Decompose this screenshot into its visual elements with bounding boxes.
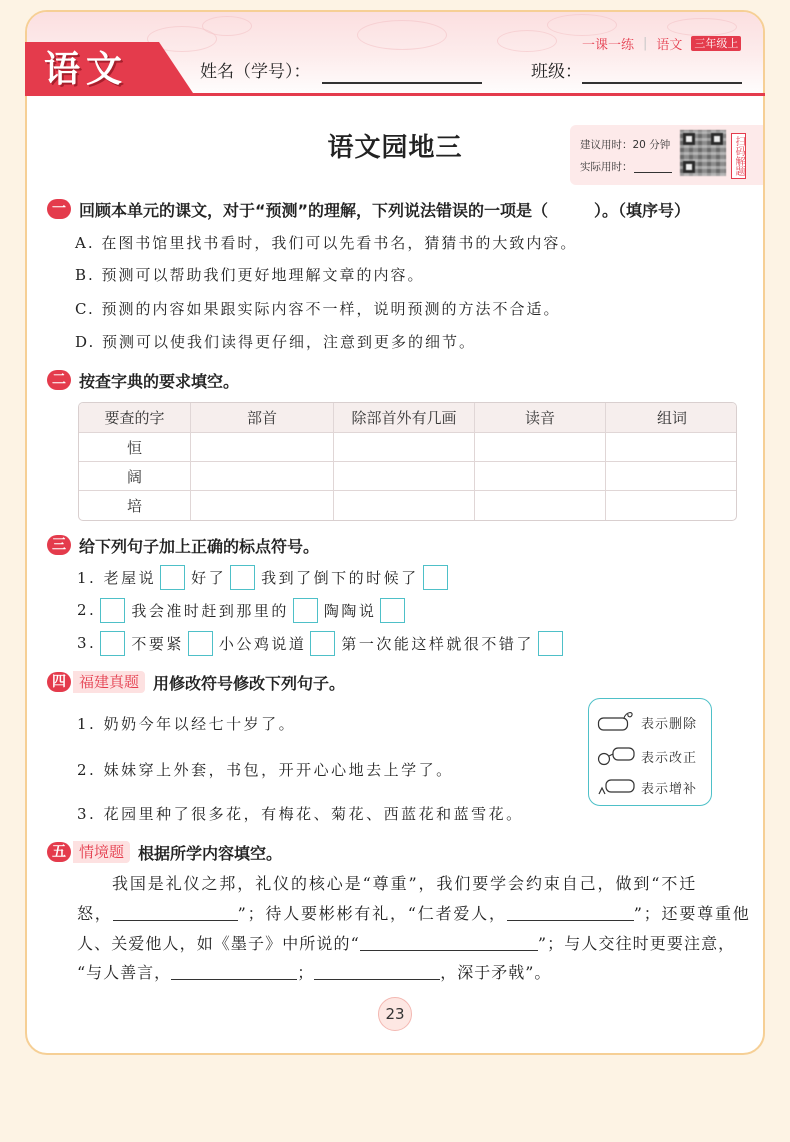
punctuation-box[interactable] [188, 631, 213, 656]
name-label: 姓名（学号）： [200, 62, 311, 82]
punctuation-box[interactable] [538, 631, 563, 656]
qr-finder-mark [683, 133, 695, 145]
series-name: 一课一练 [582, 37, 635, 53]
question-prompt: 用修改符号修改下列句子。 [153, 673, 346, 693]
table-answer-cell[interactable] [606, 462, 737, 491]
table-answer-cell[interactable] [606, 491, 737, 520]
question-source-tag: 福建真题 [73, 671, 145, 693]
question-2-header [47, 369, 239, 391]
passage-text: 人、关爱他人，如《墨子》中所说的“ [77, 934, 360, 953]
punctuation-line-2 [77, 597, 411, 623]
question-number-badge: 五 [47, 842, 71, 862]
table-row [79, 462, 737, 491]
table-header-row [79, 403, 737, 433]
punctuation-box[interactable] [100, 631, 125, 656]
passage-text: ； [297, 963, 315, 982]
fill-in-blank[interactable] [314, 962, 440, 980]
table-answer-cell[interactable] [191, 491, 334, 520]
revision-sentence-1: 1. 奶奶今年以经七十岁了。 [77, 715, 297, 733]
option-d: D. 预测可以使我们读得更仔细，注意到更多的细节。 [75, 333, 477, 351]
actual-time-field[interactable] [634, 172, 672, 173]
table-answer-cell[interactable] [191, 433, 334, 462]
table-answer-cell[interactable] [334, 491, 475, 520]
option-a: A. 在图书馆里找书看时，我们可以先看书名，猜猜书的大致内容。 [75, 234, 578, 252]
series-info [582, 35, 741, 51]
scan-to-solve-label: 扫码解题 [731, 133, 746, 179]
class-label: 班级： [531, 62, 582, 82]
sentence-fragment: 3. [77, 634, 97, 652]
legend-label: 表示删除 [641, 716, 698, 732]
fill-in-blank[interactable] [171, 962, 297, 980]
actual-time-label: 实际用时： [580, 161, 633, 173]
option-b: B. 预测可以帮助我们更好地理解文章的内容。 [75, 266, 425, 284]
punctuation-box[interactable] [293, 598, 318, 623]
table-header-cell: 部首 [191, 403, 334, 433]
sentence-fragment: 我会准时赶到那里的 [131, 601, 289, 620]
table-header-cell: 除部首外有几画 [334, 403, 475, 433]
class-field[interactable] [582, 82, 742, 84]
question-prompt: 给下列句子加上正确的标点符号。 [79, 536, 320, 556]
cloud-decoration [357, 20, 447, 50]
fill-in-blank[interactable] [113, 903, 238, 921]
sentence-fragment: 陶陶说 [323, 601, 377, 620]
punctuation-line-1 [77, 564, 454, 590]
answer-blank[interactable] [548, 200, 594, 216]
revision-sentence-2: 2. 妹妹穿上外套，书包，开开心心地去上学了。 [77, 761, 454, 779]
passage-text: 怒， [77, 904, 113, 923]
punctuation-box[interactable] [310, 631, 335, 656]
question-type-tag: 情境题 [73, 841, 130, 863]
punctuation-box[interactable] [230, 565, 255, 590]
question-number-badge: 一 [47, 199, 71, 219]
sentence-fragment: 不要紧 [131, 634, 184, 653]
sentence-fragment: 好了 [191, 568, 227, 587]
insert-mark-icon [597, 776, 637, 798]
passage-text: ”；与人交往时更要注意， [537, 934, 736, 953]
subject-tab-title: 语文 [44, 48, 129, 90]
cloud-decoration [202, 16, 252, 36]
table-char-cell: 阔 [79, 462, 191, 491]
replace-mark-icon [597, 745, 637, 767]
table-answer-cell[interactable] [334, 433, 475, 462]
table-answer-cell[interactable] [191, 462, 334, 491]
table-row [79, 491, 737, 520]
table-header-cell: 组词 [606, 403, 737, 433]
table-header-cell: 读音 [475, 403, 606, 433]
question-number-badge: 三 [47, 535, 71, 555]
qr-code-icon [680, 130, 726, 176]
question-prompt: 根据所学内容填空。 [138, 843, 283, 863]
question-5-header [47, 841, 282, 863]
legend-row [597, 745, 697, 767]
option-c: C. 预测的内容如果跟实际内容不一样，说明预测的方法不合适。 [75, 300, 561, 318]
qr-finder-mark [711, 133, 723, 145]
grade-badge: 三年级上 [691, 36, 741, 51]
question-3-header [47, 534, 319, 556]
legend-row [597, 776, 697, 798]
table-row [79, 433, 737, 462]
dictionary-table-grid [79, 403, 737, 520]
sentence-fragment: 1. 老屋说 [77, 568, 157, 587]
sentence-fragment: 我到了倒下的时候了 [261, 568, 419, 587]
qr-finder-mark [683, 161, 695, 173]
passage-text: “与人善言， [77, 963, 172, 982]
punctuation-box[interactable] [380, 598, 405, 623]
question-4-header [47, 671, 345, 693]
question-prompt-suffix: ）。（填序号） [594, 200, 691, 220]
punctuation-box[interactable] [160, 565, 185, 590]
question-prompt-text: 回顾本单元的课文，对于“预测”的理解，下列说法错误的一项是（ [79, 200, 549, 220]
question-prompt [79, 198, 690, 221]
question-1-header [47, 198, 690, 220]
fill-in-blank[interactable] [360, 933, 538, 951]
passage-line-3 [77, 932, 735, 956]
legend-label: 表示改正 [641, 750, 698, 766]
question-number-badge: 二 [47, 370, 71, 390]
passage-line-4 [77, 961, 551, 985]
passage-line-2 [77, 902, 751, 926]
series-separator: | [643, 35, 648, 51]
table-header-cell: 要查的字 [79, 403, 191, 433]
punctuation-box[interactable] [100, 598, 125, 623]
passage-text: ”；待人要彬彬有礼，“仁者爱人， [237, 904, 507, 923]
legend-label: 表示增补 [641, 781, 698, 797]
table-answer-cell[interactable] [475, 462, 606, 491]
fill-in-blank[interactable] [507, 903, 634, 921]
table-char-cell: 培 [79, 491, 191, 520]
passage-line-1 [112, 872, 697, 896]
question-number-badge: 四 [47, 672, 71, 692]
punctuation-box[interactable] [423, 565, 448, 590]
passage-text: ，深于矛戟”。 [440, 963, 552, 982]
legend-row [597, 711, 697, 733]
table-answer-cell[interactable] [606, 433, 737, 462]
revision-sentence-3: 3. 花园里种了很多花，有梅花、菊花、西蓝花和蓝雪花。 [77, 805, 524, 823]
question-prompt: 按查字典的要求填空。 [79, 371, 240, 391]
header-rule [25, 93, 765, 96]
page-title: 语文园地三 [327, 133, 463, 163]
punctuation-line-3 [77, 630, 569, 656]
sentence-fragment: 小公鸡说道 [218, 634, 307, 653]
table-char-cell: 恒 [79, 433, 191, 462]
cloud-decoration [497, 30, 557, 52]
passage-text: 我国是礼仪之邦，礼仪的核心是“尊重”，我们要学会约束自己，做到“不迁 [112, 874, 698, 893]
passage-text: ”；还要尊重他 [633, 904, 751, 923]
sentence-fragment: 2. [77, 601, 97, 619]
table-answer-cell[interactable] [475, 491, 606, 520]
name-field[interactable] [322, 82, 482, 84]
page-number: 23 [378, 997, 412, 1031]
sentence-fragment: 第一次能这样就很不错了 [341, 634, 534, 653]
revision-marks-legend [588, 698, 712, 806]
subject-name: 语文 [656, 37, 683, 53]
suggested-time: 建议用时：20 分钟 [580, 139, 671, 151]
dictionary-table [78, 402, 737, 521]
table-answer-cell[interactable] [475, 433, 606, 462]
delete-mark-icon [597, 711, 637, 733]
table-answer-cell[interactable] [334, 462, 475, 491]
